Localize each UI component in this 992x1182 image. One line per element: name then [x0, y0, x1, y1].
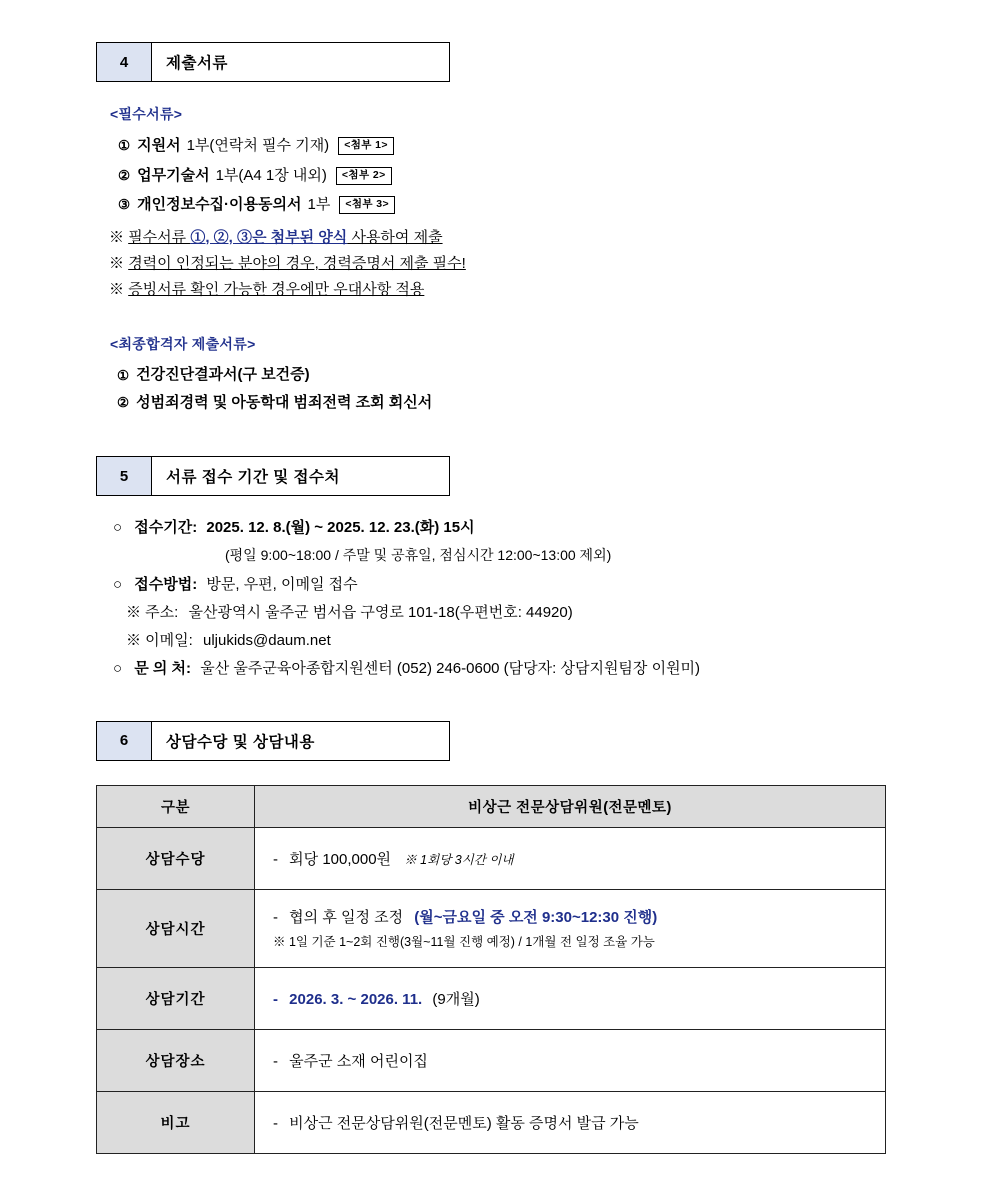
remarks-text: 비상근 전문상담위원(전문멘토) 활동 증명서 발급 가능 — [289, 1114, 639, 1132]
place-text: 울주군 소재 어린이집 — [289, 1052, 428, 1070]
list-marker-1: ① — [118, 138, 131, 154]
time-subnote: ※ 1일 기준 1~2회 진행(3월~11월 진행 예정) / 1개월 전 일정 조율 가능 — [273, 935, 655, 950]
row-label-time: 상담시간 — [97, 889, 255, 967]
row-content-remarks — [255, 1091, 886, 1153]
required-doc-2-name: 업무기술서 — [137, 166, 210, 184]
application-method-value: 방문, 우편, 이메일 접수 — [206, 575, 358, 593]
dash-marker: - — [273, 990, 278, 1008]
final-doc-1-name: 건강진단결과서(구 보건증) — [136, 366, 310, 384]
table-row — [97, 1029, 886, 1091]
bullet-icon: ○ — [113, 659, 123, 677]
section-6-title: 상담수당 및 상담내용 — [152, 721, 450, 761]
row-label-place: 상담장소 — [97, 1029, 255, 1091]
final-doc-2-name: 성범죄경력 및 아동학대 범죄전력 조회 회신서 — [136, 393, 433, 411]
final-docs-label: <최종합격자 제출서류> — [110, 336, 256, 353]
section-6-header — [96, 721, 992, 761]
address-row — [126, 601, 992, 625]
attachment-tag-3: <첨부 3> — [339, 196, 395, 214]
row-label-duration: 상담기간 — [97, 967, 255, 1029]
final-doc-item-2 — [117, 392, 992, 415]
email-value[interactable]: uljukids@daum.net — [202, 631, 331, 649]
dash-marker: - — [273, 1114, 278, 1132]
table-header-row — [97, 785, 886, 827]
address-value: 울산광역시 울주군 범서읍 구영로 101-18(우편번호: 44920) — [188, 603, 573, 621]
required-doc-item-2 — [118, 165, 992, 188]
required-doc-3-detail: 1부 — [307, 196, 331, 213]
note-mark-3: ※ — [109, 281, 125, 299]
email-row — [126, 629, 992, 653]
note-text-2: 경력이 인정되는 분야의 경우, 경력증명서 제출 필수! — [128, 254, 466, 272]
table-header-category: 구분 — [97, 785, 255, 827]
section-4-title: 제출서류 — [152, 42, 450, 82]
note-mark-2: ※ — [109, 254, 125, 272]
counseling-table — [96, 785, 886, 1154]
application-period-row — [113, 516, 992, 540]
time-text: 협의 후 일정 조정 — [289, 909, 404, 927]
table-header-content: 비상근 전문상담위원(전문멘토) — [255, 785, 886, 827]
section-5-title: 서류 접수 기간 및 접수처 — [152, 456, 450, 496]
contact-value: 울산 울주군육아종합지원센터 (052) 246-0600 (담당자: 상담지원팀장 이원미) — [200, 659, 701, 677]
application-period-note: (평일 9:00~18:00 / 주말 및 공휴일, 점심시간 12:00~13:00 제외) — [225, 547, 612, 564]
row-content-duration — [255, 967, 886, 1029]
section-5-number: 5 — [96, 456, 152, 496]
required-doc-1-name: 지원서 — [137, 137, 181, 154]
contact-row — [113, 657, 992, 681]
application-method-row — [113, 573, 992, 597]
required-docs-note-1 — [109, 226, 992, 250]
address-label: ※ 주소: — [126, 603, 179, 621]
required-doc-1-detail: 1부(연락처 필수 기재) — [186, 137, 330, 154]
table-row — [97, 1091, 886, 1153]
final-doc-item-1 — [117, 364, 992, 387]
note-text-1a: 필수서류 — [128, 228, 191, 246]
required-docs-note-3 — [109, 278, 992, 302]
row-content-time — [255, 889, 886, 967]
table-row — [97, 889, 886, 967]
section-5-header — [96, 456, 992, 496]
dash-marker: - — [273, 1052, 278, 1070]
application-period-value: 2025. 12. 8.(월) ~ 2025. 12. 23.(화) 15시 — [206, 519, 475, 537]
bullet-icon: ○ — [113, 519, 123, 537]
row-label-remarks: 비고 — [97, 1091, 255, 1153]
required-doc-3-name: 개인정보수집·이용동의서 — [137, 196, 302, 213]
email-label: ※ 이메일: — [126, 631, 193, 649]
final-list-marker-2: ② — [117, 395, 130, 411]
fee-note: ※ 1회당 3시간 이내 — [404, 852, 514, 867]
row-content-fee — [255, 827, 886, 889]
required-docs-note-2 — [109, 252, 992, 276]
table-row — [97, 967, 886, 1029]
time-emphasis: (월~금요일 중 오전 9:30~12:30 진행) — [414, 909, 658, 927]
required-docs-label: <필수서류> — [110, 106, 183, 122]
bullet-icon: ○ — [113, 575, 123, 593]
attachment-tag-1: <첨부 1> — [338, 137, 394, 155]
section-4-header — [96, 42, 992, 82]
note-text-1c: 사용하여 제출 — [347, 228, 443, 246]
fee-amount: 회당 100,000원 — [289, 850, 392, 868]
list-marker-2: ② — [118, 167, 131, 183]
list-marker-3: ③ — [118, 197, 131, 213]
section-4-number: 4 — [96, 42, 152, 82]
required-doc-2-detail: 1부(A4 1장 내외) — [215, 166, 327, 184]
row-content-place — [255, 1029, 886, 1091]
attachment-tag-2: <첨부 2> — [336, 167, 392, 185]
row-label-fee: 상담수당 — [97, 827, 255, 889]
table-row — [97, 827, 886, 889]
application-period-label: 접수기간: — [134, 519, 198, 537]
duration-months: (9개월) — [432, 990, 480, 1008]
duration-range: 2026. 3. ~ 2026. 11. — [289, 990, 423, 1008]
final-list-marker-1: ① — [117, 367, 130, 383]
contact-label: 문 의 처: — [134, 659, 192, 677]
section-6-number: 6 — [96, 721, 152, 761]
required-doc-item-3 — [118, 194, 992, 217]
note-mark-1: ※ — [109, 228, 125, 246]
application-method-label: 접수방법: — [134, 575, 198, 593]
dash-marker: - — [273, 909, 278, 927]
note-text-3: 증빙서류 확인 가능한 경우에만 우대사항 적용 — [128, 281, 425, 299]
required-doc-item-1 — [118, 135, 992, 158]
dash-marker: - — [273, 850, 278, 868]
note-text-1b: ①, ②, ③은 첨부된 양식 — [190, 228, 348, 246]
